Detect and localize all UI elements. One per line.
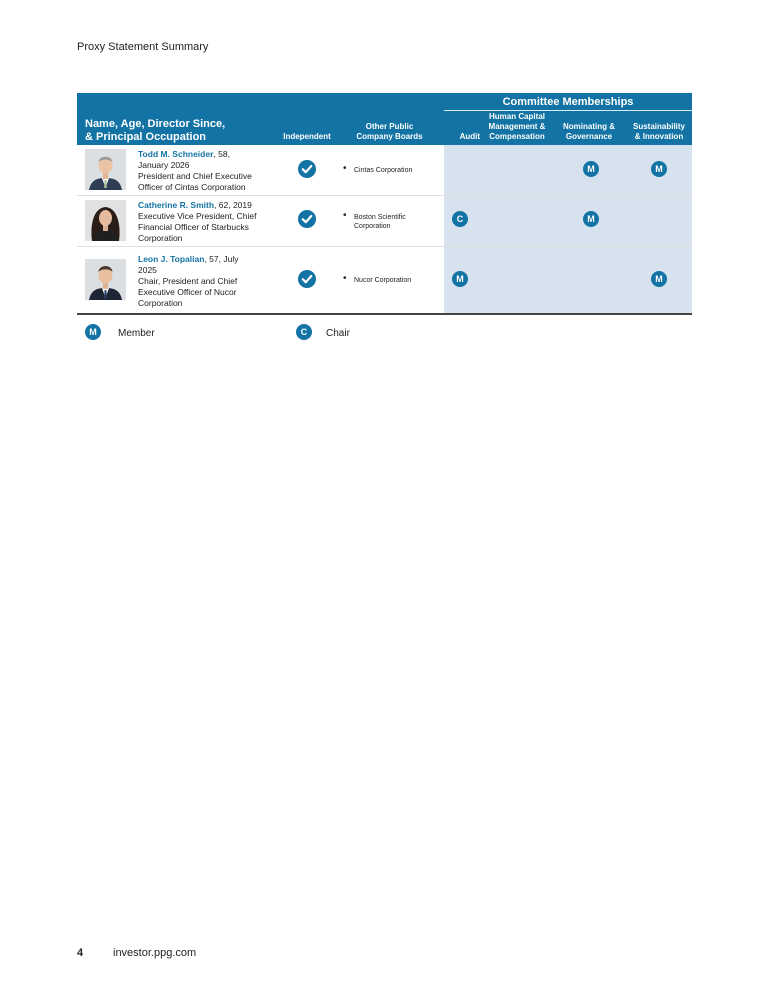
legend xyxy=(77,324,692,344)
member-badge: M xyxy=(452,271,468,287)
checkmark-circle-icon xyxy=(298,270,316,288)
column-header-name: Name, Age, Director Since, & Principal Occupation xyxy=(85,118,226,143)
director-occupation: Executive Vice President, Chief Financial Officer of Starbucks Corporation xyxy=(138,211,257,243)
chair-badge: C xyxy=(452,211,468,227)
board-nominees-table xyxy=(77,93,692,315)
headshot-photo xyxy=(85,200,126,241)
other-board: • Cintas Corporation xyxy=(343,163,413,174)
member-badge: M xyxy=(651,161,667,177)
column-header-nominating: Nominating & Governance xyxy=(563,122,615,141)
director-name: Catherine R. Smith xyxy=(138,200,215,210)
chair-legend-badge: C xyxy=(296,324,312,340)
director-rows xyxy=(77,145,692,315)
committee-divider xyxy=(444,110,692,111)
director-name: Todd M. Schneider xyxy=(138,149,214,159)
table-row xyxy=(77,145,692,196)
member-badge: M xyxy=(583,211,599,227)
committee-memberships-title: Committee Memberships xyxy=(502,96,634,108)
page-header: Proxy Statement Summary xyxy=(77,41,209,53)
member-badge: M xyxy=(583,161,599,177)
director-occupation: President and Chief Executive Officer of Cintas Corporation xyxy=(138,171,252,192)
table-row xyxy=(77,196,692,247)
director-name: Leon J. Topalian xyxy=(138,254,205,264)
column-header-human-capital: Human Capital Management & Compensation xyxy=(488,112,546,141)
bullet-icon: • xyxy=(343,163,347,174)
director-info: Leon J. Topalian, 57, July 2025 Chair, President and Chief Executive Officer of Nucor Corporation xyxy=(138,254,270,309)
committee-shade xyxy=(444,196,692,246)
column-header-independent: Independent xyxy=(283,132,331,141)
director-occupation: Chair, President and Chief Executive Officer of Nucor Corporation xyxy=(138,276,238,308)
column-header-sustainability: Sustainability & Innovation xyxy=(632,122,685,141)
other-board: • Boston Scientific Corporation xyxy=(343,210,406,230)
member-badge: M xyxy=(651,271,667,287)
footer-site: investor.ppg.com xyxy=(113,947,197,959)
column-header-other-boards: Other Public Company Boards xyxy=(356,122,423,141)
bullet-icon: • xyxy=(343,273,347,284)
table-row xyxy=(77,247,692,315)
other-board: • Nucor Corporation xyxy=(343,273,412,284)
column-header-audit: Audit xyxy=(459,132,480,141)
member-legend-label: Member xyxy=(118,328,155,339)
director-info: Catherine R. Smith, 62, 2019 Executive Vice President, Chief Financial Officer of Starbucks Corporation xyxy=(138,200,270,244)
checkmark-circle-icon xyxy=(298,160,316,178)
bullet-icon: • xyxy=(343,210,347,221)
checkmark-circle-icon xyxy=(298,210,316,228)
headshot-photo xyxy=(85,259,126,300)
chair-legend-label: Chair xyxy=(326,328,350,339)
member-legend-badge: M xyxy=(85,324,101,340)
page-number: 4 xyxy=(77,947,84,959)
table-header xyxy=(77,93,692,145)
headshot-photo xyxy=(85,149,126,190)
director-info: Todd M. Schneider, 58, January 2026 President and Chief Executive Officer of Cintas Corporation xyxy=(138,149,270,193)
